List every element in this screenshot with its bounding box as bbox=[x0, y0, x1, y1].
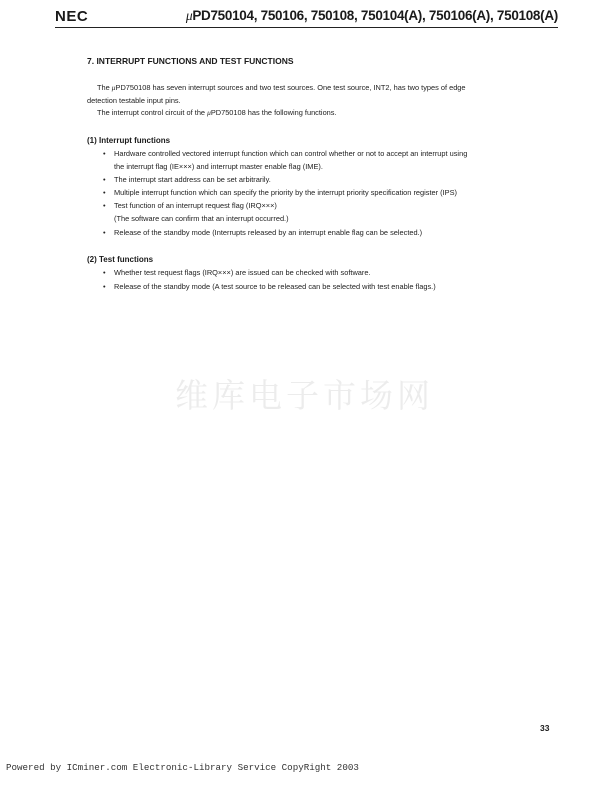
list-item-text: Test function of an interrupt request flag (IRQ×××) bbox=[114, 201, 277, 210]
intro-l1-post: PD750108 has seven interrupt sources and two test sources. One test source, INT2, has two types of edge bbox=[115, 83, 466, 92]
bullet-icon: • bbox=[103, 188, 106, 197]
intro-l3-post: PD750108 has the following functions. bbox=[210, 108, 337, 117]
list-item bbox=[103, 175, 271, 184]
title-mu: μ bbox=[185, 8, 193, 23]
intro-l3-mu: μ bbox=[207, 108, 211, 117]
intro-l1-pre: The bbox=[97, 83, 112, 92]
list-item bbox=[103, 201, 277, 210]
intro-line-3 bbox=[97, 108, 337, 117]
bullet-icon: • bbox=[103, 282, 106, 291]
bullet-icon: • bbox=[103, 228, 106, 237]
bullet-icon: • bbox=[103, 149, 106, 158]
list-item-text: Release of the standby mode (A test source to be released can be selected with test enable flags.) bbox=[114, 282, 436, 291]
bullet-icon: • bbox=[103, 268, 106, 277]
intro-line-1 bbox=[97, 83, 466, 92]
list-item bbox=[103, 188, 457, 197]
title-text: PD750104, 750106, 750108, 750104(A), 750106(A), 750108(A) bbox=[192, 8, 558, 23]
list-item-text: Whether test request flags (IRQ×××) are issued can be checked with software. bbox=[114, 268, 371, 277]
list-item-continuation: (The software can confirm that an interrupt occurred.) bbox=[114, 214, 289, 223]
list-item bbox=[103, 268, 371, 277]
list-item-text: The interrupt start address can be set arbitrarily. bbox=[114, 175, 271, 184]
nec-logo: NEC bbox=[55, 8, 89, 25]
list-item-text: Multiple interrupt function which can specify the priority by the interrupt priority specification register (IPS) bbox=[114, 188, 457, 197]
watermark: 维库电子市场网 bbox=[175, 376, 434, 415]
footer-credit: Powered by ICminer.com Electronic-Library Service CopyRight 2003 bbox=[6, 762, 359, 773]
interrupt-functions-heading: (1) Interrupt functions bbox=[87, 136, 171, 145]
test-functions-heading: (2) Test functions bbox=[87, 255, 154, 264]
header-rule bbox=[55, 27, 558, 28]
bullet-icon: • bbox=[103, 175, 106, 184]
list-item-text: Hardware controlled vectored interrupt function which can control whether or not to accept an interrupt using bbox=[114, 149, 468, 158]
section-heading: 7. INTERRUPT FUNCTIONS AND TEST FUNCTIONS bbox=[87, 56, 294, 66]
page-number: 33 bbox=[540, 723, 550, 733]
list-item-text: Release of the standby mode (Interrupts released by an interrupt enable flag can be selected.) bbox=[114, 228, 423, 237]
list-item bbox=[103, 282, 436, 291]
list-item-continuation: the interrupt flag (IE×××) and interrupt master enable flag (IME). bbox=[114, 162, 323, 171]
intro-l1-mu: μ bbox=[111, 83, 116, 92]
document-title bbox=[186, 8, 558, 24]
intro-line-2: detection testable input pins. bbox=[87, 96, 181, 105]
bullet-icon: • bbox=[103, 201, 106, 210]
intro-l3-pre: The interrupt control circuit of the bbox=[97, 108, 208, 117]
list-item bbox=[103, 228, 422, 237]
list-item bbox=[103, 149, 467, 158]
